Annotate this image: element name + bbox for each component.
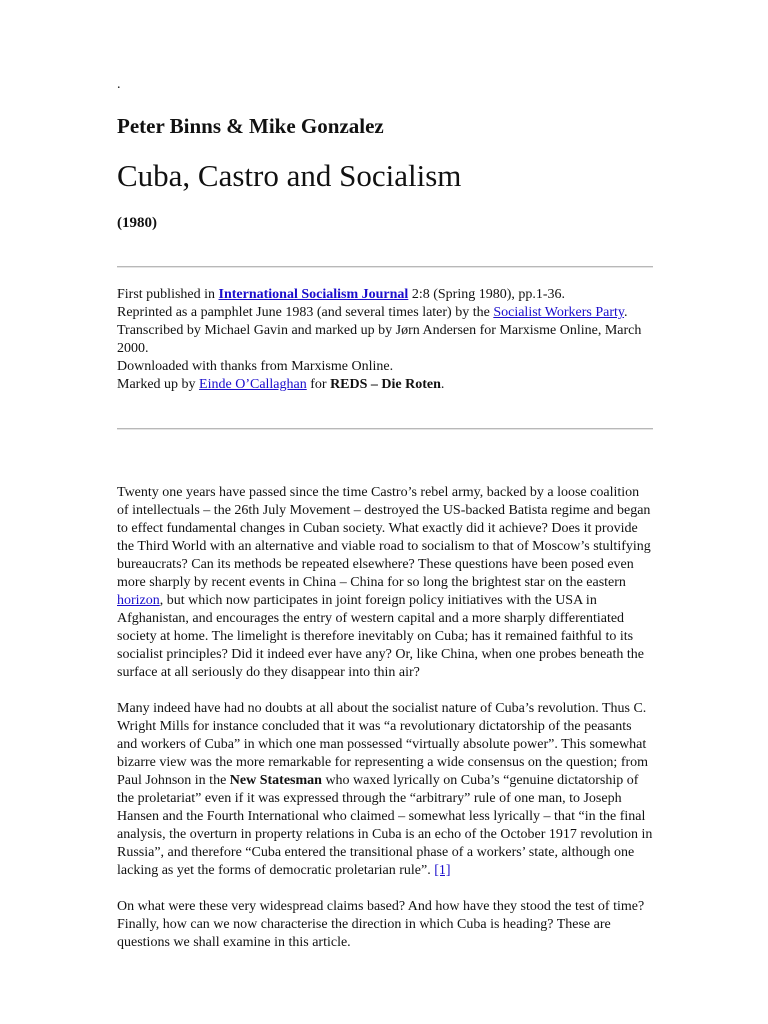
stray-dot: . — [117, 77, 121, 92]
article-body — [117, 484, 653, 970]
transcribed-line: Transcribed by Michael Gavin and marked up by Jørn Andersen for Marxisme Online, March 2000. — [117, 323, 642, 356]
paragraph-3: On what were these very widespread claims based? And how have they stood the test of time? Finally, how can we now characterise the direction in which Cuba is heading? These are questions we shall examine in this article. — [117, 899, 645, 950]
downloaded-line: Downloaded with thanks from Marxisme Online. — [117, 359, 394, 374]
authors-heading: Peter Binns & Mike Gonzalez — [117, 114, 384, 138]
first-published-line: First published in International Socialism Journal 2:8 (Spring 1980), pp.1-36. — [117, 287, 566, 302]
new-statesman-label: New Statesman — [229, 773, 322, 788]
paragraph-1: Twenty one years have passed since the time Castro’s rebel army, backed by a loose coalition of intellectuals – the 26th July Movement – destroyed the US-backed Batista regime and began to effect fundamental changes in Cuban society. What exactly did it achieve? Does it provide the Third World with an alternative and viable road to socialism to that of Moscow’s stultifying bureaucrats? Can its methods be repeated elsewhere? These questions have been posed even more sharply by recent events in China – China for so long the brightest star on the eastern horizon, but which now participates in joint foreign policy initiatives with the USA in Afghanistan, and encourages the entry of western capital and a more sharply differentiated society at home. The limelight is therefore inevitably on Cuba; has it remained faithful to its socialist principles? Did it indeed ever have any? Or, like China, when one probes beneath the surface at all seriously do they disappear into thin air? — [117, 485, 651, 680]
reprinted-line: Reprinted as a pamphlet June 1983 (and several times later) by the Socialist Workers Party. — [117, 305, 628, 320]
publication-info — [117, 286, 653, 394]
swp-link[interactable]: Socialist Workers Party — [493, 305, 625, 320]
reds-label: REDS – Die Roten — [330, 377, 441, 392]
footnote-1-link[interactable]: [1] — [434, 863, 451, 878]
horizon-link[interactable]: horizon — [117, 593, 160, 608]
publication-year: (1980) — [117, 215, 157, 231]
paragraph-2: Many indeed have had no doubts at all about the socialist nature of Cuba’s revolution. Thus C. Wright Mills for instance concluded that it was “a revolutionary dictatorship of the peasants and workers of Cuba” in which one man possessed “virtually absolute power”. This somewhat bizarre view was the more remarkable for representing a wide consensus on the question; from Paul Johnson in the New Statesman who waxed lyrically on Cuba’s “genuine dictatorship of the proletariat” even if it was expressed through the “arbitrary” rule of one man, to Joseph Hansen and the Fourth International who claimed – somewhat less lyrically – that “in the final analysis, the overturn in property relations in Cuba is an echo of the October 1917 revolution in Russia”, and therefore “Cuba entered the transitional phase of a workers’ state, although one lacking as yet the forms of democratic proletarian rule”. [1] — [117, 701, 653, 878]
isj-link[interactable]: International Socialism Journal — [218, 287, 409, 302]
marked-up-line: Marked up by Einde O’Callaghan for REDS – Die Roten. — [117, 377, 445, 392]
einde-link[interactable]: Einde O’Callaghan — [199, 377, 307, 392]
divider-bottom — [117, 428, 653, 430]
divider-top — [117, 266, 653, 268]
page-title: Cuba, Castro and Socialism — [117, 158, 462, 193]
